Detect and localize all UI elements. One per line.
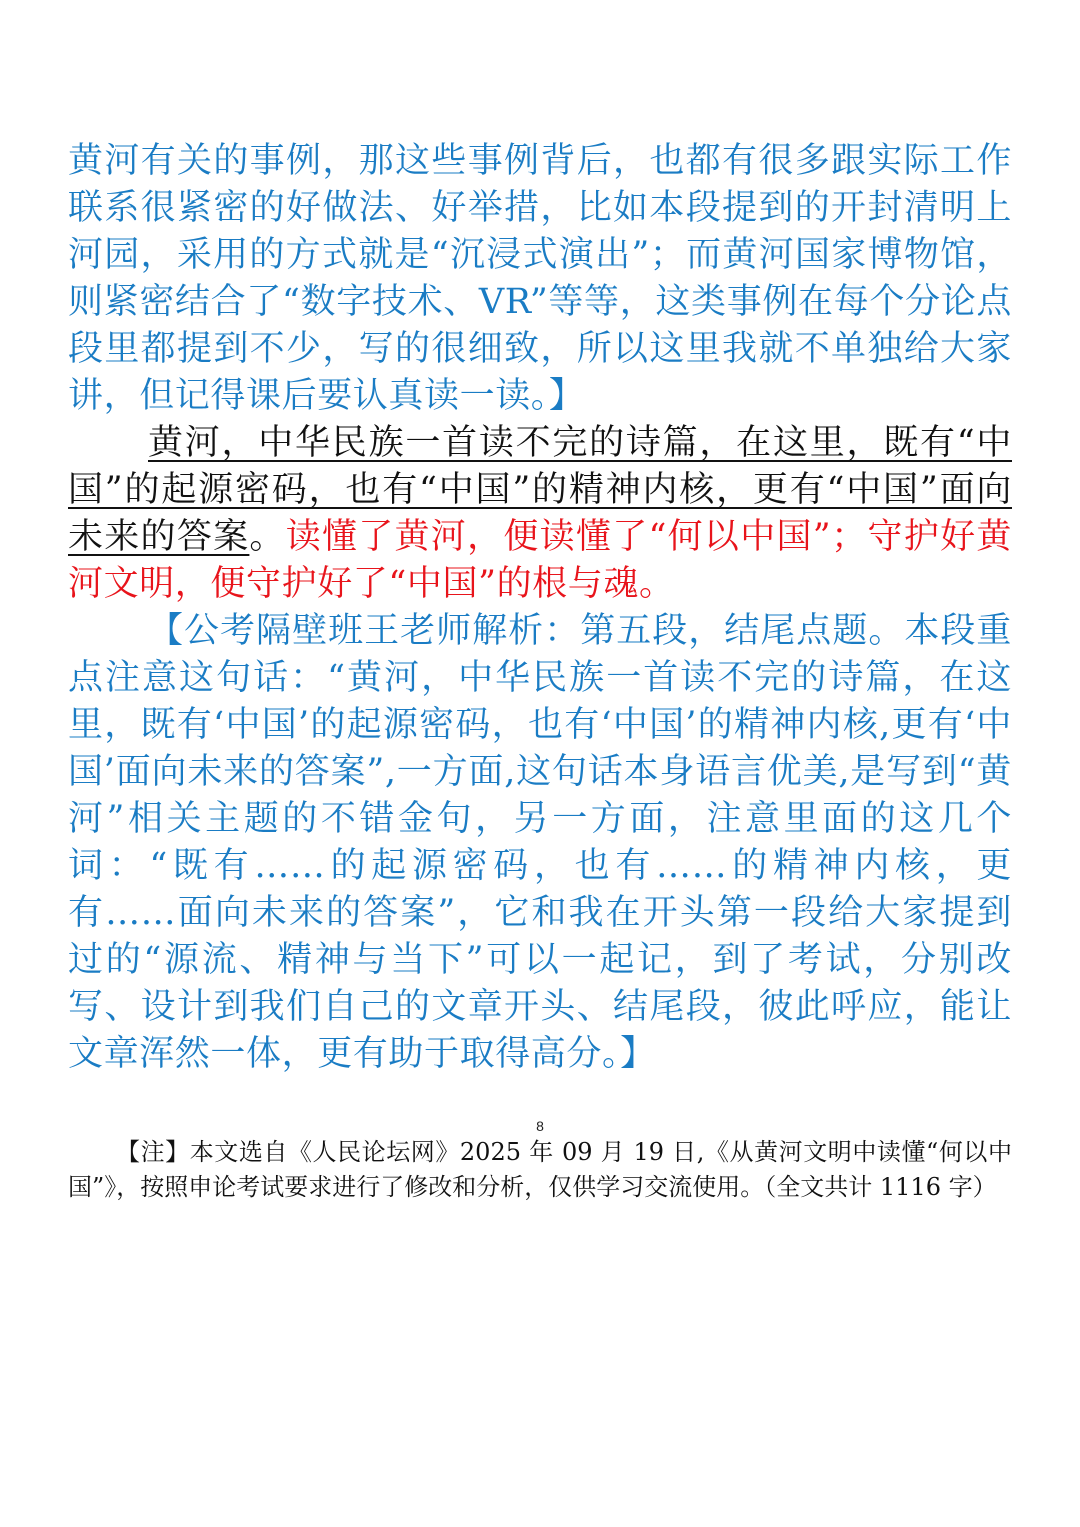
emphasis-sentence: 读懂了黄河，便读懂了“何以中国”；守护好黄河文明，便守护好了“中国”的根与魂。	[68, 517, 1012, 604]
source-note: 【注】本文选自《人民论坛网》2025 年 09 月 19 日,《从黄河文明中读懂“何以中国”》，按照申论考试要求进行了修改和分析，仅供学习交流使用。（全文共计 1116 字）	[68, 1138, 1012, 1201]
page-number: 8	[536, 1118, 544, 1134]
commentary-paragraph-analysis: 【公考隔壁班王老师解析：第五段，结尾点题。本段重点注意这句话：“黄河，中华民族一首读不完的诗篇，在这里，既有‘中国’的起源密码，也有‘中国’的精神内核,更有‘中国’面向未来的答案”,一方面,这句话本身语言优美,是写到“黄河”相关主题的不错金句，另一方面，注意里面的这几个词：“既有……的起源密码，也有……的精神内核，更有……面向未来的答案”，它和我在开头第一段给大家提到过的“源流、精神与当下”可以一起记，到了考试，分别改写、设计到我们自己的文章开头、结尾段，彼此呼应，能让文章浑然一体，更有助于取得高分。】	[68, 611, 1012, 1074]
underlined-key-sentence: 黄河，中华民族一首读不完的诗篇，在这里，既有“中国”的起源密码，也有“中国”的精神内核，更有“中国”面向未来的答案	[68, 423, 1012, 557]
closing-paragraph	[68, 420, 1012, 608]
document-body	[68, 138, 1012, 1078]
sentence-period: 。	[249, 517, 286, 557]
commentary-paragraph-continued: 黄河有关的事例，那这些事例背后，也都有很多跟实际工作联系很紧密的好做法、好举措，比如本段提到的开封清明上河园，采用的方式就是“沉浸式演出”；而黄河国家博物馆，则紧密结合了“数字技术、VR”等等，这类事例在每个分论点段里都提到不少，写的很细致，所以这里我就不单独给大家讲，但记得课后要认真读一读。】	[68, 141, 1012, 416]
